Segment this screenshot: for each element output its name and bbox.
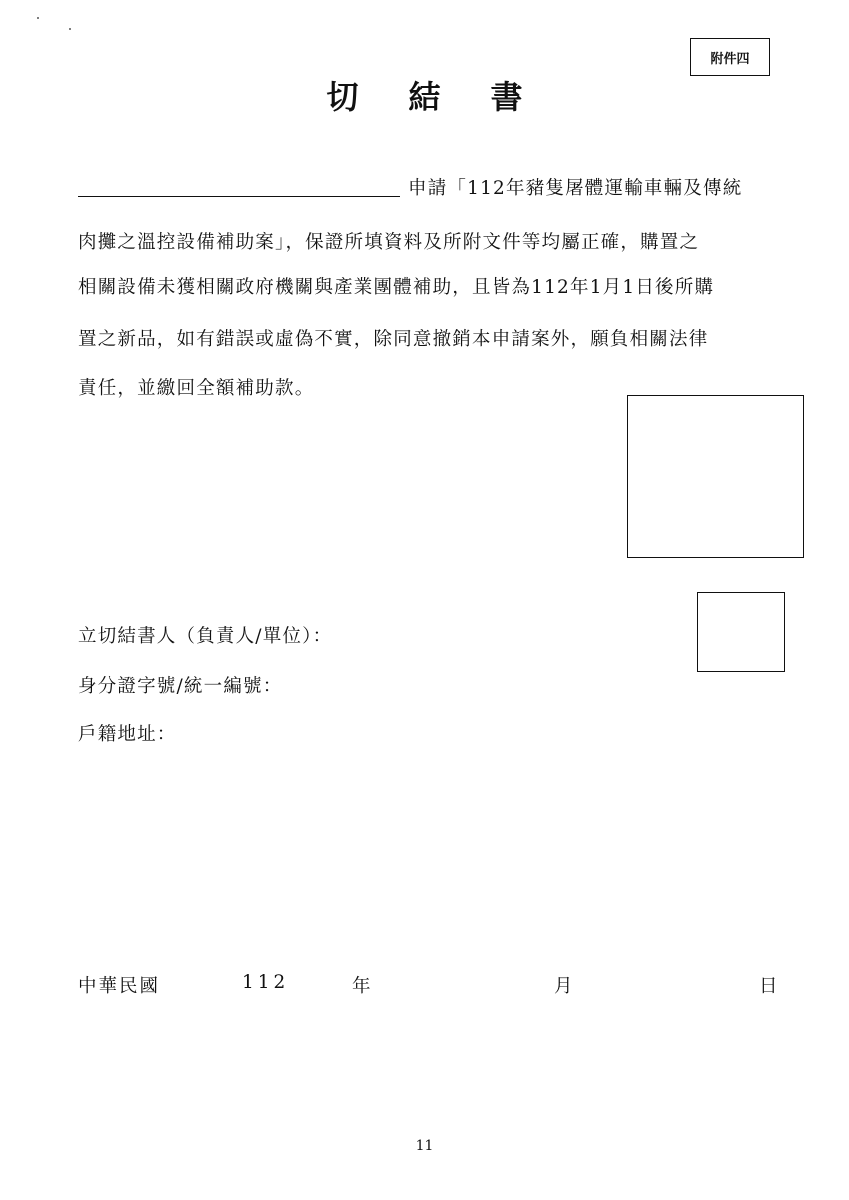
page-number: 11 — [415, 1138, 434, 1154]
date-day-label: 日 — [759, 976, 780, 997]
body-line-2: 肉攤之溫控設備補助案」，保證所填資料及所附文件等均屬正確，購置之 — [78, 232, 700, 253]
date-era: 中華民國 — [78, 976, 161, 997]
body-line-3: 相關設備未獲相關政府機關與產業團體補助，且皆為112年1月1日後所購 — [78, 277, 715, 298]
date-year-label: 年 — [352, 976, 373, 997]
date-month-label: 月 — [554, 976, 575, 997]
body-line-4: 置之新品，如有錯誤或虛偽不實，除同意撤銷本申請案外，願負相關法律 — [78, 329, 709, 350]
signer-label: 立切結書人（負責人/單位）： — [78, 626, 333, 647]
company-seal-box[interactable] — [627, 395, 804, 558]
body-line-5: 責任，並繳回全額補助款。 — [78, 378, 315, 399]
attachment-label: 附件四 — [690, 38, 770, 76]
applicant-name-blank[interactable] — [78, 196, 400, 197]
body-line-1: 申請「112年豬隻屠體運輸車輛及傳統 — [408, 178, 743, 199]
address-label: 戶籍地址： — [78, 724, 177, 745]
scan-speck — [69, 28, 71, 30]
scan-speck — [37, 17, 39, 19]
id-number-label: 身分證字號/統一編號： — [78, 676, 283, 697]
document-title: 切結書 — [326, 78, 573, 116]
date-year-value: 112 — [242, 972, 290, 993]
responsible-person-seal-box[interactable] — [697, 592, 785, 672]
